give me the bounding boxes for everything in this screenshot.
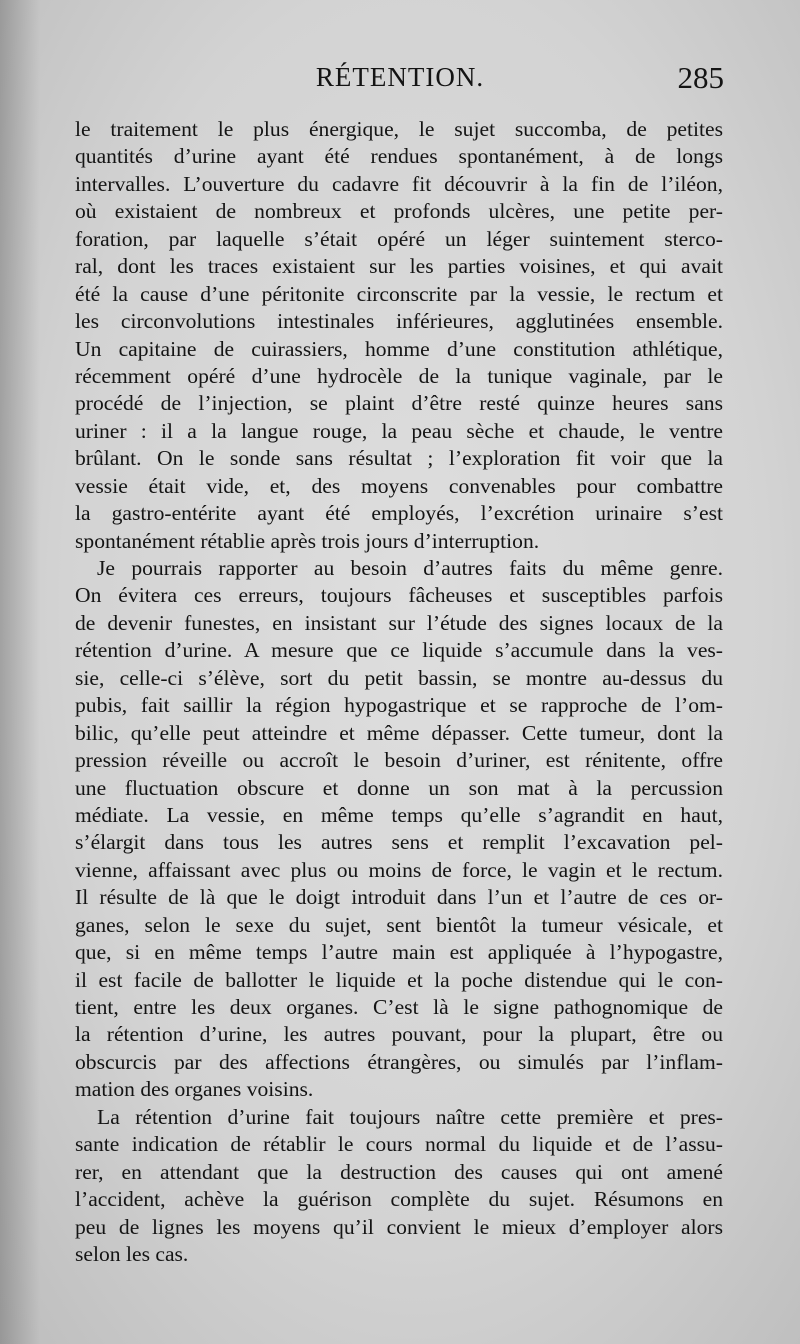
text-line: ral, dont les traces existaient sur les parties voisines, et qui avait	[75, 254, 723, 279]
text-line: uriner : il a la langue rouge, la peau sèche et chaude, le ventre	[75, 418, 723, 443]
text-line: selon les cas.	[75, 1241, 189, 1266]
text-line: Un capitaine de cuirassiers, homme d’une constitution athlétique,	[75, 336, 723, 361]
text-line: récemment opéré d’une hydrocèle de la tunique vaginale, par le	[75, 363, 723, 388]
text-line: bilic, qu’elle peut atteindre et même dépasser. Cette tumeur, dont la	[75, 720, 723, 745]
paragraph	[75, 116, 723, 555]
page-number: 285	[677, 60, 724, 95]
text-line: brûlant. On le sonde sans résultat ; l’exploration fit voir que la	[75, 446, 723, 471]
text-line: été la cause d’une péritonite circonscrite par la vessie, le rectum et	[75, 281, 723, 306]
text-line: s’élargit dans tous les autres sens et remplit l’excavation pel-	[75, 830, 723, 855]
text-line: Il résulte de là que le doigt introduit dans l’un et l’autre de ces or-	[75, 885, 723, 910]
text-line: sante indication de rétablir le cours normal du liquide et de l’assu-	[75, 1132, 723, 1157]
paragraph	[75, 555, 723, 1104]
text-line: médiate. La vessie, en même temps qu’elle s’agrandit en haut,	[75, 802, 723, 827]
text-line: une fluctuation obscure et donne un son mat à la percussion	[75, 775, 723, 800]
text-line: l’accident, achève la guérison complète du sujet. Résumons en	[75, 1187, 723, 1212]
text-line: rétention d’urine. A mesure que ce liquide s’accumule dans la ves-	[75, 638, 723, 663]
text-line: que, si en même temps l’autre main est appliquée à l’hypogastre,	[75, 940, 723, 965]
text-line: foration, par laquelle s’était opéré un léger suintement sterco-	[75, 226, 723, 251]
text-line: ganes, selon le sexe du sujet, sent bientôt la tumeur vésicale, et	[75, 912, 723, 937]
text-line: il est facile de ballotter le liquide et la poche distendue qui le con-	[75, 967, 723, 992]
text-line: On évitera ces erreurs, toujours fâcheuses et susceptibles parfois	[75, 583, 723, 608]
text-line: rer, en attendant que la destruction des causes qui ont amené	[75, 1159, 723, 1184]
paragraph	[75, 1104, 723, 1269]
text-line: la rétention d’urine, les autres pouvant, pour la plupart, être ou	[75, 1022, 723, 1047]
text-line: spontanément rétablie après trois jours d’interruption.	[75, 528, 540, 553]
text-line: peu de lignes les moyens qu’il convient le mieux d’employer alors	[75, 1214, 723, 1239]
text-line: intervalles. L’ouverture du cadavre fit découvrir à la fin de l’iléon,	[75, 171, 723, 196]
text-line: pubis, fait saillir la région hypogastrique et se rapproche de l’om-	[75, 693, 723, 718]
text-line: obscurcis par des affections étrangères, ou simulés par l’inflam-	[75, 1049, 723, 1074]
text-line: mation des organes voisins.	[75, 1077, 314, 1102]
text-line: La rétention d’urine fait toujours naître cette première et pres-	[97, 1104, 723, 1129]
text-line: procédé de l’injection, se plaint d’être resté quinze heures sans	[75, 391, 723, 416]
text-line: où existaient de nombreux et profonds ulcères, une petite per-	[75, 199, 723, 224]
text-line: les circonvolutions intestinales inférieures, agglutinées ensemble.	[75, 309, 723, 334]
text-line: quantités d’urine ayant été rendues spontanément, à de longs	[75, 144, 723, 169]
text-line: de devenir funestes, en insistant sur l’étude des signes locaux de la	[75, 610, 723, 635]
text-line: vessie était vide, et, des moyens convenables pour combattre	[75, 473, 723, 498]
text-line: vienne, affaissant avec plus ou moins de force, le vagin et le rectum.	[75, 857, 723, 882]
text-line: sie, celle-ci s’élève, sort du petit bassin, se montre au-dessus du	[75, 665, 723, 690]
page-header	[76, 62, 724, 102]
body-text	[75, 116, 723, 1268]
text-line: la gastro-entérite ayant été employés, l’excrétion urinaire s’est	[75, 501, 723, 526]
running-title: RÉTENTION.	[315, 62, 485, 92]
text-line: le traitement le plus énergique, le sujet succomba, de petites	[75, 117, 723, 141]
gutter-shadow	[0, 0, 40, 1344]
text-line: pression réveille ou accroît le besoin d’uriner, est rénitente, offre	[75, 748, 723, 773]
text-line: Je pourrais rapporter au besoin d’autres faits du même genre.	[97, 556, 723, 580]
text-line: tient, entre les deux organes. C’est là le signe pathognomique de	[75, 995, 723, 1019]
